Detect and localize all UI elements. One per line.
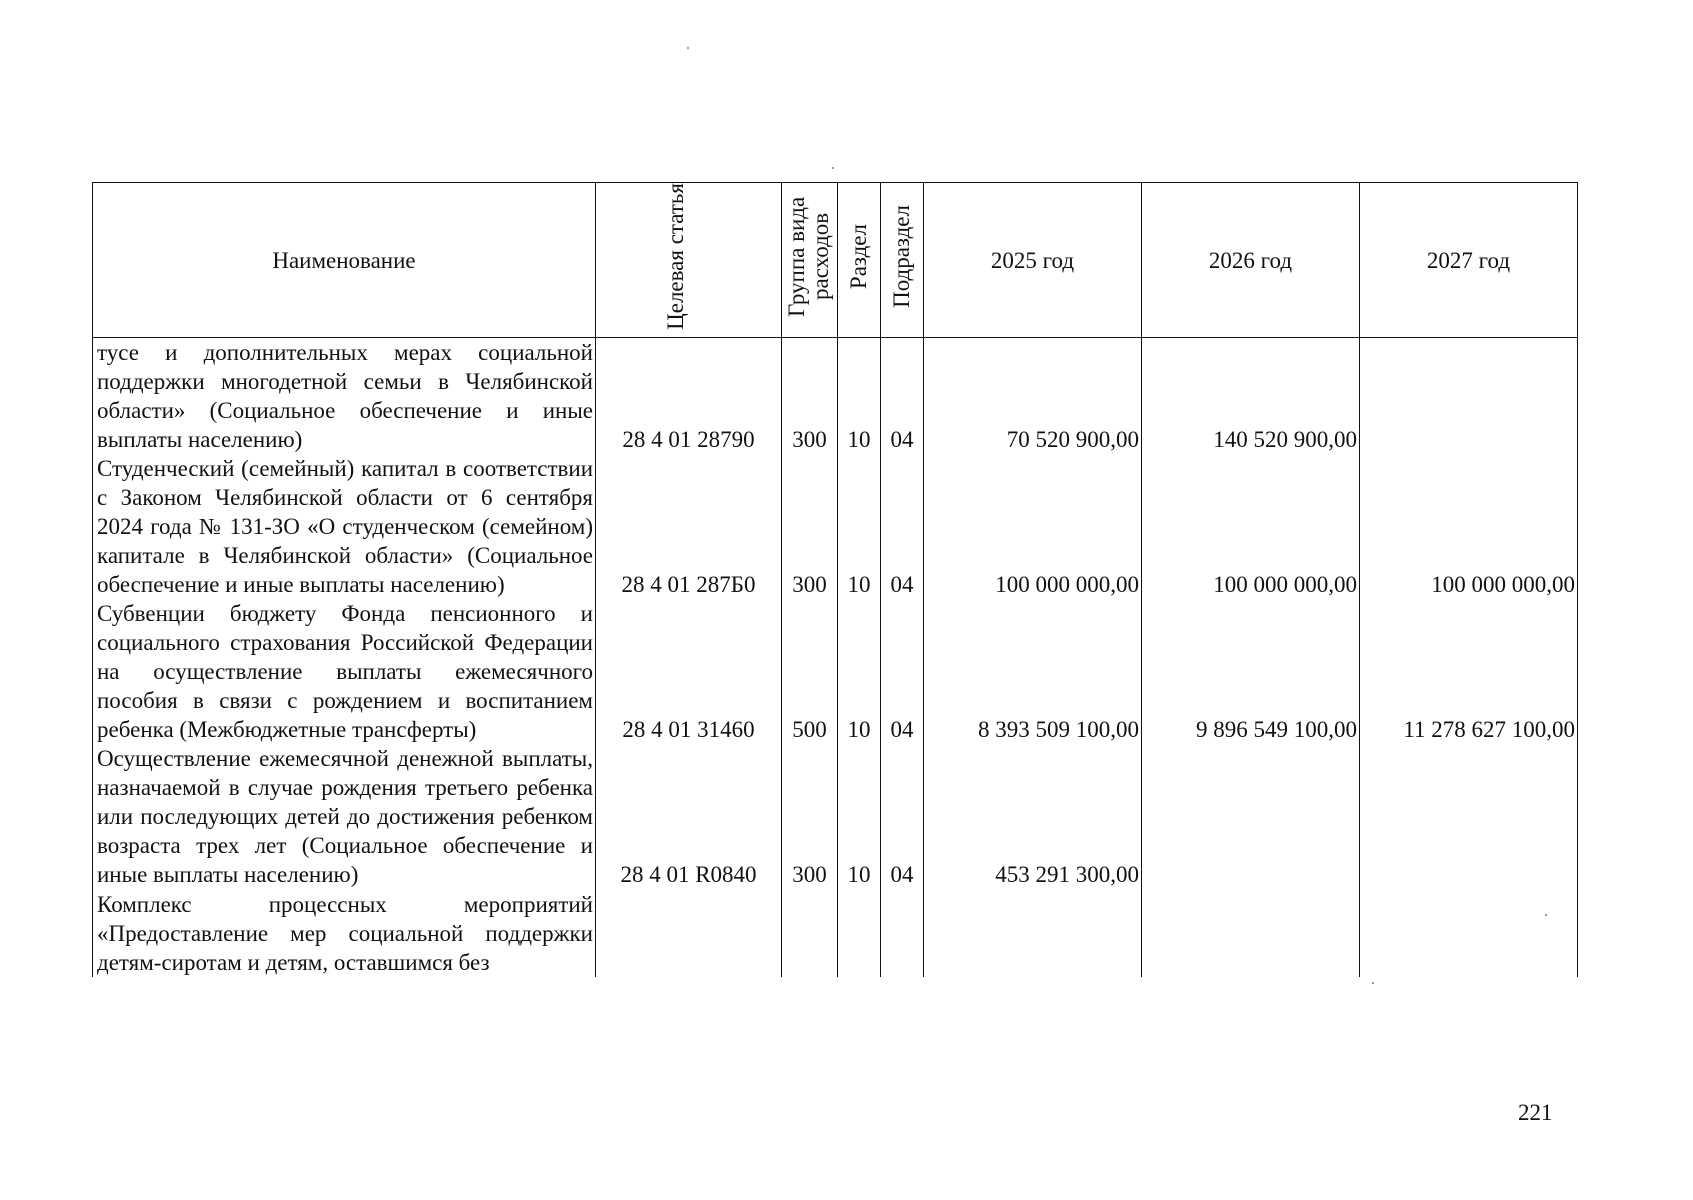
row-name: Комплекс процессных мероприятий «Предоставление мер социальной поддержки детям-сиротам и детям, оставшимся без <box>93 889 596 977</box>
header-2026 <box>1142 183 1360 338</box>
header-target-article <box>596 183 782 338</box>
row-subsection: 04 <box>881 454 924 599</box>
row-expense-group <box>782 889 838 977</box>
header-2025 <box>924 183 1142 338</box>
row-section <box>838 889 881 977</box>
row-subsection <box>881 889 924 977</box>
row-amount-2026: 140 520 900,00 <box>1142 338 1360 455</box>
row-amount-2026: 100 000 000,00 <box>1142 454 1360 599</box>
row-section: 10 <box>838 599 881 744</box>
row-amount-2025: 100 000 000,00 <box>924 454 1142 599</box>
table-row <box>93 889 1578 977</box>
row-subsection: 04 <box>881 744 924 889</box>
header-subsection <box>881 183 924 338</box>
row-section: 10 <box>838 744 881 889</box>
row-amount-2027 <box>1360 744 1578 889</box>
row-amount-2027: 100 000 000,00 <box>1360 454 1578 599</box>
header-section <box>838 183 881 338</box>
row-amount-2025: 453 291 300,00 <box>924 744 1142 889</box>
row-amount-2026 <box>1142 889 1360 977</box>
row-target-article: 28 4 01 R0840 <box>596 744 782 889</box>
row-target-article: 28 4 01 28790 <box>596 338 782 455</box>
table-row <box>93 338 1578 455</box>
row-target-article <box>596 889 782 977</box>
table-row <box>93 599 1578 744</box>
header-2027-label: 2027 год <box>1426 247 1511 273</box>
row-expense-group: 500 <box>782 599 838 744</box>
row-amount-2027 <box>1360 338 1578 455</box>
row-target-article: 28 4 01 287Б0 <box>596 454 782 599</box>
header-target-article-label: Целевая статья <box>662 183 688 330</box>
header-expense-group <box>782 183 838 338</box>
table-row <box>93 454 1578 599</box>
budget-table <box>92 182 1578 977</box>
header-subsection-label: Подраздел <box>889 205 914 308</box>
row-name: Осуществление ежемесячной денежной выплаты, назначаемой в случае рождения третьего ребенка или последующих детей до достижения ребенком возраста трех лет (Социальное обеспечение и иные выплаты населению) <box>93 744 596 889</box>
scan-speck <box>687 47 689 49</box>
header-section-label: Раздел <box>846 223 871 290</box>
row-name: Субвенции бюджету Фонда пенсионного и социального страхования Российской Федерации на осуществление выплаты ежемесячного пособия в связи с рождением и воспитанием ребенка (Межбюджетные трансферты) <box>93 599 596 744</box>
row-amount-2026 <box>1142 744 1360 889</box>
row-amount-2025: 8 393 509 100,00 <box>924 599 1142 744</box>
header-2026-label: 2026 год <box>1208 247 1293 273</box>
header-2025-label: 2025 год <box>990 247 1075 273</box>
header-expense-group-label: Группа вида расходов <box>783 196 833 317</box>
row-name: тусе и дополнительных мерах социальной поддержки многодетной семьи в Челябинской области» (Социальное обеспечение и иные выплаты населению) <box>93 338 596 455</box>
header-name-label: Наименование <box>272 247 416 273</box>
row-amount-2027 <box>1360 889 1578 977</box>
row-subsection: 04 <box>881 599 924 744</box>
row-amount-2027: 11 278 627 100,00 <box>1360 599 1578 744</box>
row-subsection: 04 <box>881 338 924 455</box>
row-expense-group: 300 <box>782 454 838 599</box>
row-amount-2025: 70 520 900,00 <box>924 338 1142 455</box>
table-header-row <box>93 183 1578 338</box>
scan-speck <box>832 167 834 169</box>
page-number: 221 <box>1518 1100 1553 1125</box>
header-2027 <box>1360 183 1578 338</box>
header-name <box>93 183 596 338</box>
row-name: Студенческий (семейный) капитал в соответствии с Законом Челябинской области от 6 сентября 2024 года № 131-ЗО «О студенческом (семейном) капитале в Челябинской области» (Социальное обеспечение и иные выплаты населению) <box>93 454 596 599</box>
scan-speck <box>1372 982 1374 984</box>
row-section: 10 <box>838 454 881 599</box>
row-expense-group: 300 <box>782 744 838 889</box>
scan-speck <box>1545 914 1547 916</box>
row-expense-group: 300 <box>782 338 838 455</box>
row-amount-2025 <box>924 889 1142 977</box>
row-amount-2026: 9 896 549 100,00 <box>1142 599 1360 744</box>
table-row <box>93 744 1578 889</box>
row-target-article: 28 4 01 31460 <box>596 599 782 744</box>
row-section: 10 <box>838 338 881 455</box>
